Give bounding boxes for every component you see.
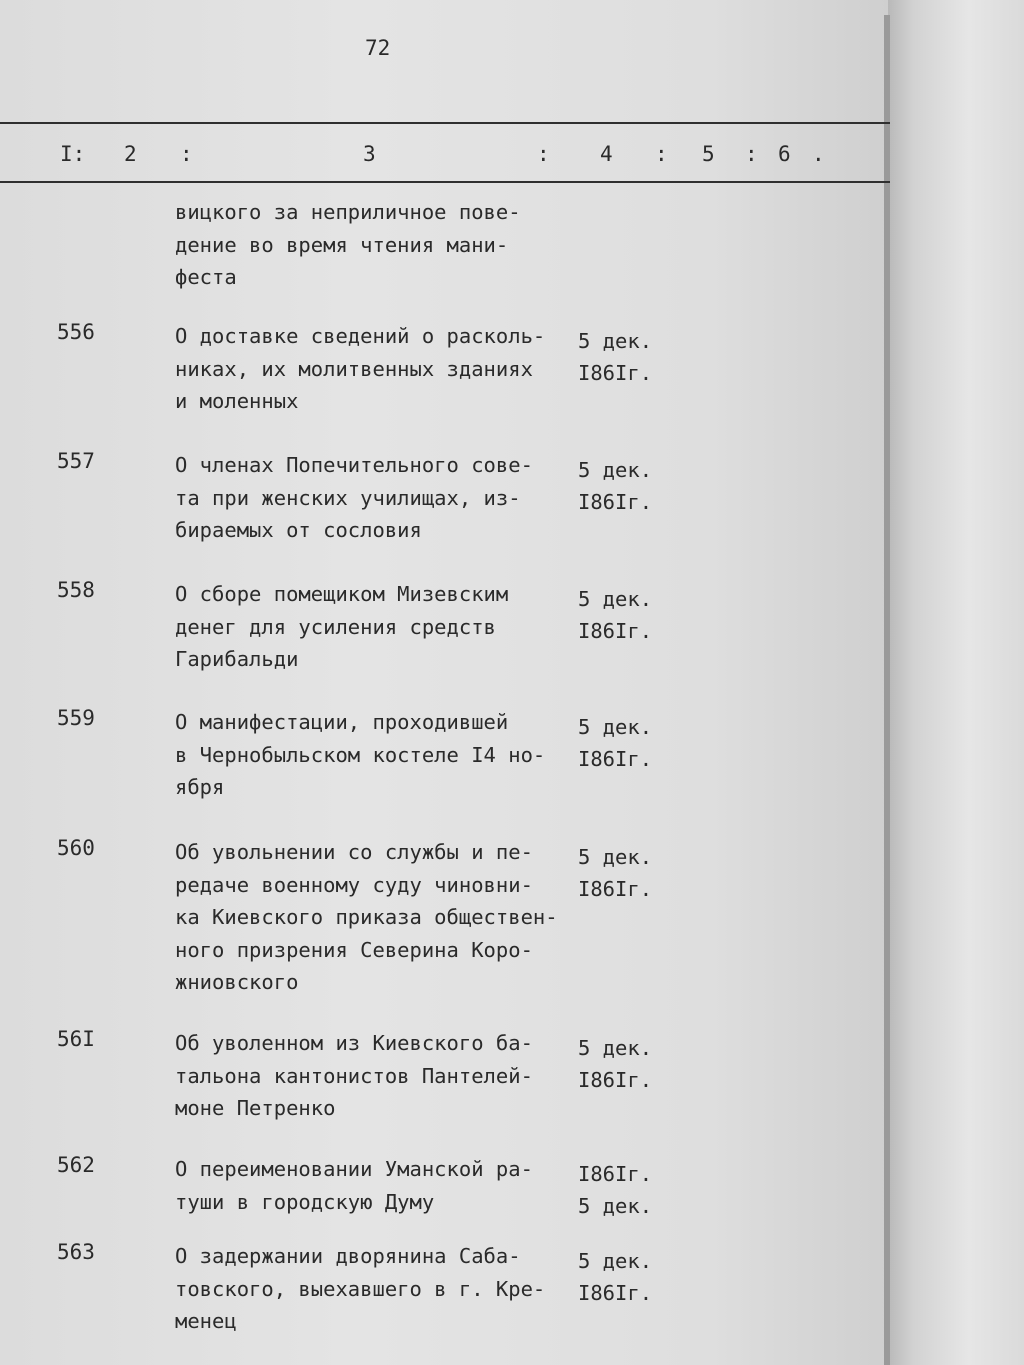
column-header-col-6: 6 (778, 142, 791, 166)
description-line: О сборе помещиком Мизевским (175, 582, 509, 606)
entry-number: 563 (57, 1240, 95, 1264)
entry-number: 557 (57, 449, 95, 473)
entry-number: 560 (57, 836, 95, 860)
date-line: I86Iг. (578, 877, 653, 901)
date-line: 5 дек. (578, 329, 653, 353)
column-header-sep-1: : (180, 142, 193, 166)
entry-number: 559 (57, 706, 95, 730)
entry-date (578, 454, 652, 518)
description-line: редаче военному суду чиновни- (175, 872, 533, 897)
description-line: Гарибальди (175, 647, 299, 671)
description-line: ября (175, 775, 225, 799)
description-line: ка Киевского приказа обществен- (175, 905, 558, 929)
description-line: вицкого за неприличное пове- (175, 200, 521, 224)
entry-number: 556 (57, 320, 95, 344)
description-line: ного призрения Северина Коро- (175, 937, 533, 962)
column-header-sep-3: : (655, 142, 668, 166)
description-line: О членах Попечительного сове- (175, 453, 533, 477)
date-line: I86Iг. (578, 619, 653, 643)
entry-date (578, 583, 652, 647)
description-line: Об увольнении со службы и пе- (175, 840, 533, 864)
description-line: тальона кантонистов Пантелей- (175, 1063, 533, 1088)
column-header-sep-2: : (537, 142, 550, 166)
date-line: 5 дек. (578, 1249, 653, 1273)
column-header-col-3: 3 (363, 142, 376, 166)
date-line: I86Iг. (578, 490, 653, 514)
description-line: никах, их молитвенных зданиях (175, 356, 533, 381)
entry-description (175, 1240, 545, 1338)
entry-description (175, 1027, 533, 1125)
description-line: О манифестации, проходившей (175, 710, 509, 734)
date-line: I86Iг. (578, 747, 653, 771)
date-line: 5 дек. (578, 458, 653, 482)
description-line: бираемых от сословия (175, 518, 422, 542)
entry-date (578, 325, 652, 389)
entry-date (578, 1032, 652, 1096)
date-line: I86Iг. (578, 1068, 653, 1092)
entry-date (578, 1158, 652, 1222)
entry-description (175, 578, 508, 676)
date-line: I86Iг. (578, 361, 653, 385)
entry-description (175, 320, 545, 418)
description-line: жниовского (175, 970, 299, 994)
entry-description (175, 706, 545, 804)
description-line: О переименовании Уманской ра- (175, 1157, 533, 1181)
date-line: 5 дек. (578, 1036, 653, 1060)
description-line: феста (175, 265, 237, 289)
description-line: денег для усиления средств (175, 614, 496, 639)
entry-description (175, 836, 558, 999)
entry-number: 56I (57, 1027, 95, 1051)
page-edge (884, 15, 890, 1365)
description-line: та при женских училищах, из- (175, 485, 521, 510)
description-line: дение во время чтения мани- (175, 232, 509, 257)
page-number: 72 (365, 36, 391, 60)
date-line: 5 дек. (578, 1194, 653, 1218)
date-line: I86Iг. (578, 1281, 653, 1305)
entry-description (175, 196, 521, 294)
description-line: в Чернобыльском костеле I4 но- (175, 742, 546, 767)
entry-date (578, 841, 652, 905)
column-header-end-dot: . (812, 142, 825, 166)
header-rule-top (0, 122, 890, 124)
entry-date (578, 1245, 652, 1309)
date-line: 5 дек. (578, 587, 653, 611)
entry-date (578, 711, 652, 775)
column-header-col-4: 4 (600, 142, 613, 166)
underlying-page (886, 0, 1024, 1365)
header-rule-bottom (0, 181, 890, 183)
column-header-sep-4: : (745, 142, 758, 166)
description-line: товского, выехавшего в г. Кре- (175, 1276, 546, 1301)
description-line: О задержании дворянина Саба- (175, 1244, 521, 1268)
date-line: 5 дек. (578, 715, 653, 739)
date-line: 5 дек. (578, 845, 653, 869)
column-header-col-1: I: (60, 142, 86, 166)
date-line: I86Iг. (578, 1162, 653, 1186)
description-line: О доставке сведений о расколь- (175, 324, 546, 348)
entry-description (175, 449, 533, 547)
description-line: и моленных (175, 389, 299, 413)
description-line: менец (175, 1309, 237, 1333)
entry-number: 558 (57, 578, 95, 602)
entry-description (175, 1153, 533, 1218)
entry-number: 562 (57, 1153, 95, 1177)
description-line: туши в городскую Думу (175, 1189, 435, 1214)
description-line: моне Петренко (175, 1096, 336, 1120)
column-header-col-2: 2 (124, 142, 137, 166)
description-line: Об уволенном из Киевского ба- (175, 1031, 533, 1055)
column-header-col-5: 5 (702, 142, 715, 166)
